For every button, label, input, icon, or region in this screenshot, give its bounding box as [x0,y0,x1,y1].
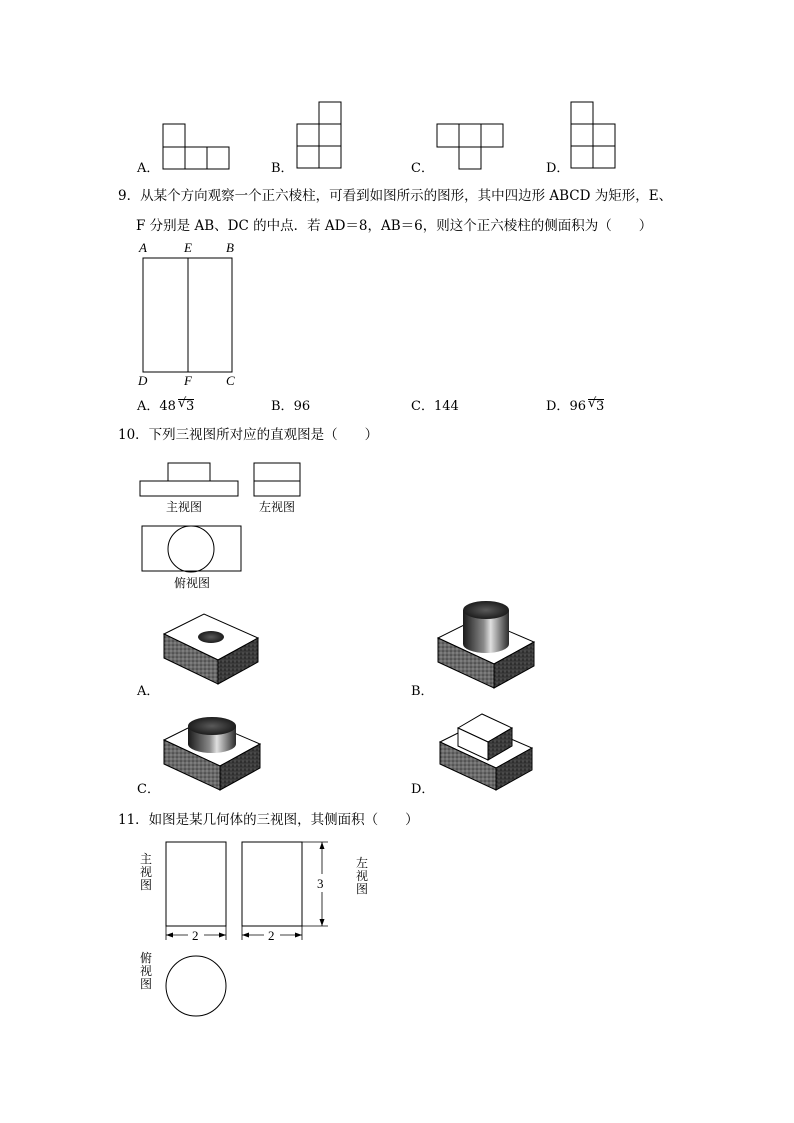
q10-option-b-figure [434,598,538,690]
q9-text-line1: 9．从某个方向观察一个正六棱柱，可看到如图所示的图形，其中四边形 ABCD 为矩形，E、 [118,188,673,204]
q9-option-d [546,395,604,414]
q9-label-d: D [138,373,148,388]
q9-option-c-letter: C． [411,399,434,414]
q11-text: 11．如图是某几何体的三视图，其侧面积（ ） [118,812,419,828]
q9-option-d-value: 96 [569,399,586,414]
q9-option-c [411,395,459,414]
q9-option-c-value: 144 [433,399,459,414]
q11-front-view-label: 主视图 [139,852,152,892]
q10-option-a-figure [160,612,262,690]
q11-height-dim: 3 [317,876,324,891]
q9-option-a-value: 48 [159,399,176,414]
q8-figure-d [568,100,620,172]
q8-option-b-label: B． [271,161,294,176]
q8-figure-c [434,122,506,172]
q9-option-b-letter: B． [271,399,294,414]
q10-option-c-label: C． [137,782,160,797]
q9-option-a-radicand: 3 [185,399,195,414]
q10-option-d-label: D． [411,782,435,797]
q9-rectangle-figure [134,238,254,390]
q9-option-a-letter: A． [137,399,160,414]
q11-left-view-label: 左视图 [355,856,368,896]
q9-option-b [271,395,310,414]
q8-option-c-label: C． [411,161,434,176]
q9-label-e: E [184,240,192,255]
q9-label-c: C [226,373,235,388]
q10-text: 10．下列三视图所对应的直观图是（ ） [118,427,379,443]
q11-top-view [162,952,230,1020]
q9-label-b: B [226,240,234,255]
q10-option-a-label: A． [137,684,160,699]
q10-option-b-label: B． [411,684,434,699]
q9-option-d-radicand: 3 [595,399,605,414]
q9-option-b-value: 96 [293,399,311,414]
q9-label-a: A [139,240,147,255]
q11-left-view [236,838,336,948]
q11-front-width-dim: 2 [192,928,199,943]
q10-option-c-figure [160,712,264,792]
q10-left-view-label: 左视图 [259,500,296,514]
q8-option-d-label: D． [546,161,570,176]
q11-top-view-label: 俯视图 [139,951,152,991]
q9-option-d-sqrt [587,396,605,414]
q9-text-line2: F 分别是 AB、DC 的中点．若 AD＝8，AB＝6，则这个正六棱柱的侧面积为（ ） [136,218,653,234]
q9-label-f: F [184,373,192,388]
q9-option-d-radical-sign: √ [587,396,597,411]
q10-option-d-figure [436,708,536,794]
q11-front-view [160,838,232,948]
q10-front-view [138,461,242,497]
q9-option-a-sqrt [177,396,195,414]
q9-option-a-radical-sign: √ [177,396,187,411]
q9-option-d-letter: D． [546,399,570,414]
q8-figure-b [294,100,346,172]
q8-figure-a [160,122,232,172]
q10-left-view [252,461,304,497]
q8-option-a-label: A． [137,161,160,176]
q10-top-view-label: 俯视图 [174,576,211,590]
q10-top-view [140,524,244,574]
q9-option-a [137,395,194,414]
q11-left-width-dim: 2 [268,928,275,943]
q10-front-view-label: 主视图 [166,500,203,514]
